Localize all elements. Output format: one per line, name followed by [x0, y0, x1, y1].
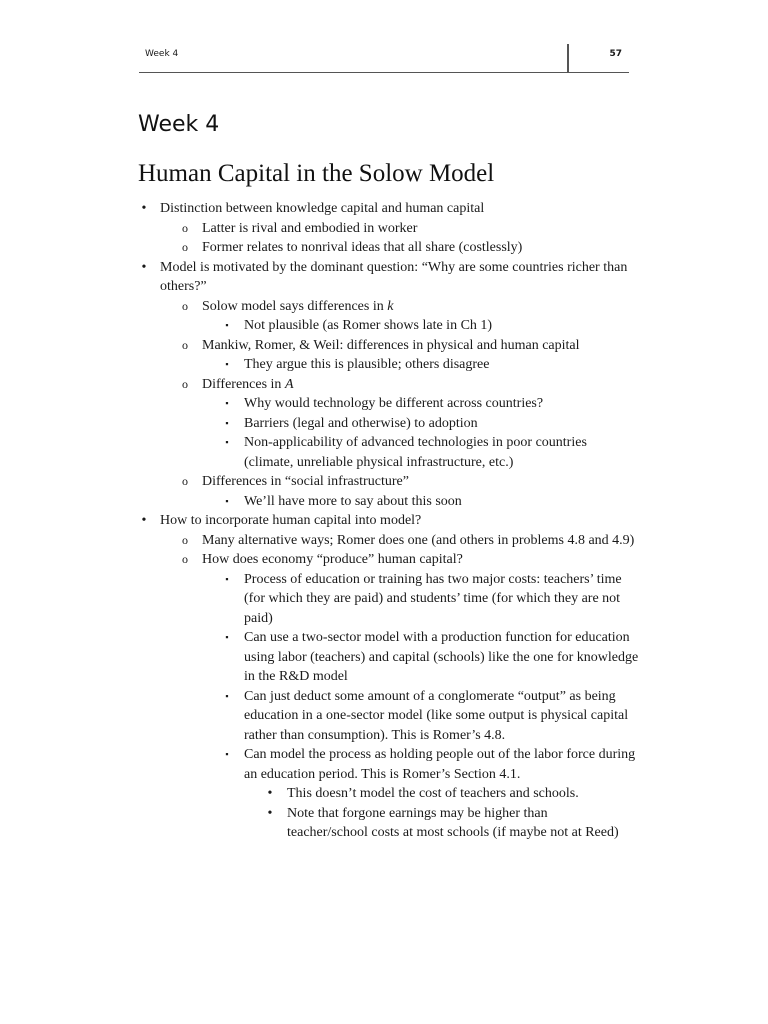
- outline-item: [0, 433, 768, 453]
- outline-item: [0, 667, 768, 687]
- bullet-marker: •: [267, 805, 273, 821]
- section-title: Week 4: [138, 112, 220, 137]
- outline-item-text: Non-applicability of advanced technologies in poor countries: [244, 435, 587, 450]
- outline-item: [0, 414, 768, 434]
- outline-item-text: in the R&D model: [244, 669, 348, 684]
- outline-item: [0, 648, 768, 668]
- bullet-marker: •: [267, 786, 273, 801]
- bullet-marker: o: [182, 337, 188, 352]
- outline-item: [0, 336, 768, 356]
- outline-item-text: Can just deduct some amount of a conglomerate “output” as being: [244, 688, 616, 704]
- bullet-marker: o: [182, 552, 188, 566]
- outline-item: [0, 823, 768, 843]
- outline-item: [0, 355, 768, 375]
- italic-variable: k: [387, 298, 394, 314]
- outline-item-text: How does economy “produce” human capital?: [202, 552, 463, 567]
- outline-item: [0, 726, 768, 746]
- outline-item-text: teacher/school costs at most schools (if maybe not at Reed): [287, 825, 619, 840]
- outline-item-text: Former relates to nonrival ideas that all share (costlessly): [202, 240, 523, 255]
- outline-item: [0, 394, 768, 414]
- outline-item: [0, 316, 768, 336]
- page-header: [139, 44, 629, 73]
- outline-item-text: rather than consumption). This is Romer’s 4.8.: [244, 727, 506, 743]
- outline-item-text: Note that forgone earnings may be higher than: [287, 805, 548, 821]
- outline-item-text: an education period. This is Romer’s Section 4.1.: [244, 766, 521, 782]
- bullet-marker: ▪: [225, 690, 229, 701]
- outline-item-text: (for which they are paid) and students’ time (for which they are not: [244, 591, 621, 606]
- outline-item: [0, 570, 768, 590]
- outline-item: [0, 277, 768, 297]
- outline-item: [0, 453, 768, 473]
- outline-item-text: Not plausible (as Romer shows late in Ch 1): [244, 318, 493, 333]
- outline-item-text: (climate, unreliable physical infrastructure, etc.): [244, 454, 514, 470]
- outline-item-text: Can model the process as holding people out of the labor force during: [244, 747, 636, 762]
- bullet-marker: ▪: [225, 632, 229, 642]
- bullet-marker: ▪: [225, 320, 229, 330]
- bullet-marker: ▪: [225, 417, 229, 428]
- section-subtitle: Human Capital in the Solow Model: [138, 160, 495, 187]
- outline-item-text: They argue this is plausible; others disagree: [244, 357, 490, 372]
- outline-item-text: This doesn’t model the cost of teachers and schools.: [287, 786, 579, 801]
- bullet-marker: o: [182, 474, 188, 488]
- outline-item-text: How to incorporate human capital into model?: [160, 513, 422, 528]
- outline-item: [0, 375, 768, 395]
- outline-item-text: others?”: [160, 279, 207, 294]
- header-divider: [567, 44, 569, 72]
- outline-item-text: Barriers (legal and otherwise) to adoption: [244, 415, 478, 431]
- outline-item: [0, 238, 768, 258]
- outline-item: [0, 199, 768, 219]
- outline-item: [0, 472, 768, 492]
- outline-item: [0, 609, 768, 629]
- outline-item-text: Differences in A: [202, 376, 294, 392]
- header-page-number: 57: [609, 49, 622, 59]
- outline-item-text: Distinction between knowledge capital and human capital: [160, 201, 485, 216]
- outline-item: [0, 589, 768, 609]
- bullet-marker: o: [182, 220, 188, 235]
- outline-item-text: Can use a two-sector model with a production function for education: [244, 630, 630, 645]
- outline-item-text: education in a one-sector model (like some output is physical capital: [244, 708, 629, 723]
- outline-item-text: using labor (teachers) and capital (schools) like the one for knowledge: [244, 649, 639, 665]
- outline-item: [0, 628, 768, 648]
- outline-item-text: Mankiw, Romer, & Weil: differences in physical and human capital: [202, 337, 580, 353]
- outline-item: [0, 492, 768, 512]
- outline-item-text: Process of education or training has two major costs: teachers’ time: [244, 571, 622, 587]
- outline-item: [0, 745, 768, 765]
- outline-item: [0, 258, 768, 278]
- bullet-marker: •: [141, 259, 147, 275]
- outline-item: [0, 765, 768, 785]
- outline-item-text: paid): [244, 610, 273, 626]
- bullet-marker: •: [141, 201, 147, 216]
- bullet-marker: •: [141, 513, 147, 528]
- bullet-marker: ▪: [225, 398, 229, 408]
- outline-item-text: Solow model says differences in k: [202, 298, 394, 314]
- bullet-marker: o: [182, 532, 188, 547]
- italic-variable: A: [284, 376, 294, 392]
- bullet-marker: ▪: [225, 495, 229, 506]
- bullet-marker: ▪: [225, 437, 229, 447]
- header-section-label: Week 4: [145, 49, 179, 59]
- outline-item: [0, 297, 768, 317]
- outline-item: [0, 804, 768, 824]
- outline-item-text: Many alternative ways; Romer does one (and others in problems 4.8 and 4.9): [202, 532, 635, 548]
- bullet-marker: ▪: [225, 573, 229, 584]
- outline-item: [0, 687, 768, 707]
- outline-item: [0, 511, 768, 531]
- bullet-marker: ▪: [225, 749, 229, 759]
- outline-item: [0, 550, 768, 570]
- bullet-marker: ▪: [225, 359, 229, 369]
- outline-item-text: We’ll have more to say about this soon: [244, 493, 462, 509]
- outline-item: [0, 219, 768, 239]
- bullet-marker: o: [182, 298, 188, 313]
- outline-item: [0, 784, 768, 804]
- outline-item-text: Latter is rival and embodied in worker: [202, 220, 418, 236]
- outline-item-text: Differences in “social infrastructure”: [202, 474, 409, 489]
- bullet-marker: o: [182, 376, 188, 391]
- outline-item-text: Why would technology be different across countries?: [244, 396, 544, 411]
- outline-item: [0, 706, 768, 726]
- outline-item-text: Model is motivated by the dominant question: “Why are some countries richer than: [160, 259, 628, 275]
- outline-item: [0, 531, 768, 551]
- bullet-marker: o: [182, 240, 188, 254]
- outline-list: [0, 199, 768, 843]
